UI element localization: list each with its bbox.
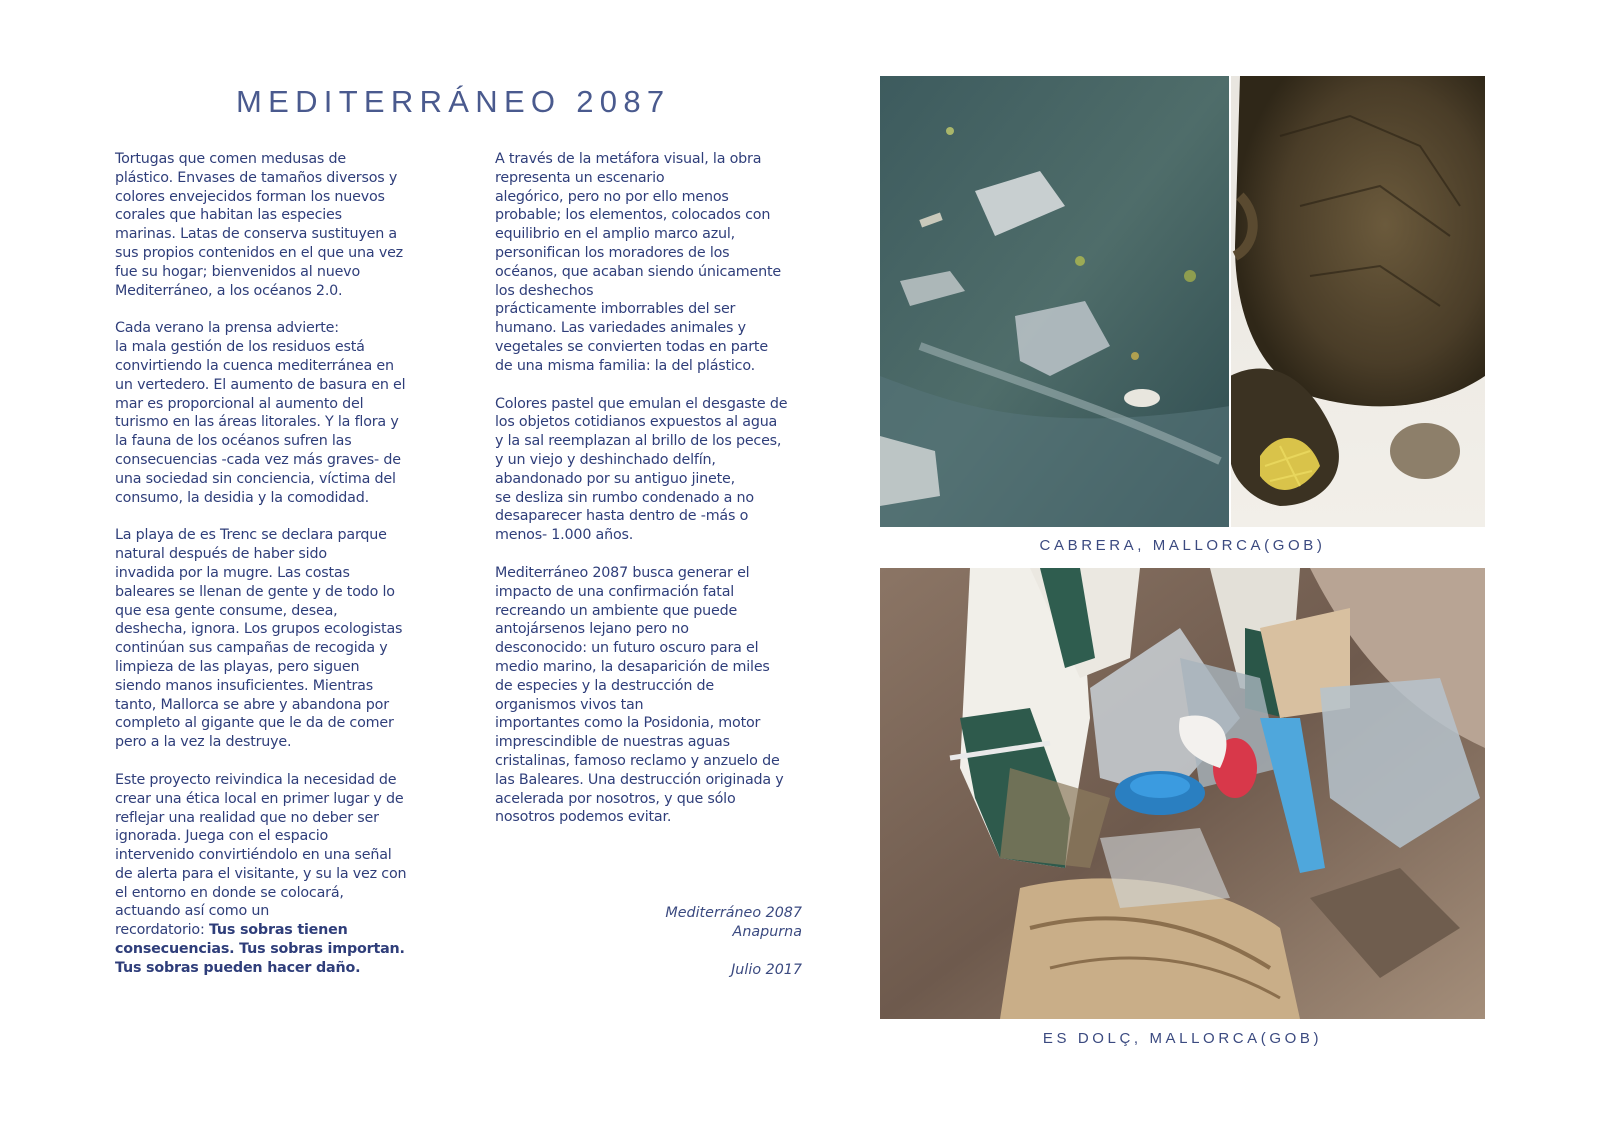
paragraph: La playa de es Trenc se declara parque natural después de haber sido invadida por la mugre. Las costas baleares se llenan de gente y de todo lo que esa gente consume, desea, deshecha, ignora. Los grupos ecologistas continúan sus campañas de recogida y limpieza de las playas, pero siguen siendo manos insuficientes. Mientras tanto, Mallorca se abre y abandona por completo al gigante que le da de comer pero a la vez la destruye. bbox=[115, 527, 403, 751]
photo-caption-cabrera: CABRERA, MALLORCA(GOB) bbox=[1039, 537, 1326, 554]
sea-trash-and-turtle-image bbox=[880, 76, 1485, 527]
gloved-hands-plastic-image bbox=[880, 568, 1485, 1019]
photo-caption-es-dolc: ES DOLÇ, MALLORCA(GOB) bbox=[1042, 1030, 1323, 1047]
text-column-middle bbox=[495, 150, 810, 846]
photo-cabrera bbox=[880, 76, 1485, 527]
signature-work: Mediterráneo 2087 bbox=[665, 905, 802, 921]
paragraph-text: Este proyecto reivindica la necesidad de crear una ética local en primer lugar y de reflejar una realidad que no deber ser ignorada. Juega con el espacio intervenido convirtiéndolo en una señal de alerta para el visitante, y su la vez con el entorno en donde se colocará, actuando así como un recordatorio: bbox=[115, 771, 407, 939]
text-column-left bbox=[115, 150, 425, 997]
photo-es-dolc bbox=[880, 568, 1485, 1019]
paragraph: Cada verano la prensa advierte: la mala gestión de los residuos está convirtiendo la cuenca mediterránea en un vertedero. El aumento de basura en el mar es proporcional al aumento del turismo en las áreas litorales. Y la flora y la fauna de los océanos sufren las consecuencias -cada vez más graves- de una sociedad sin conciencia, víctima del consumo, la desidia y la comodidad. bbox=[115, 320, 406, 506]
signature-author: Anapurna bbox=[732, 924, 802, 940]
signature-date: Julio 2017 bbox=[731, 962, 802, 978]
bold-statement: Tus sobras tienen consecuencias. Tus sobras importan. Tus sobras pueden hacer daño. bbox=[115, 922, 405, 976]
page-title: MEDITERRÁNEO 2087 bbox=[236, 84, 671, 119]
paragraph-closing bbox=[115, 771, 425, 978]
paragraph: Mediterráneo 2087 busca generar el impacto de una confirmación fatal recreando un ambiente que puede antojársenos lejano pero no desconocido: un futuro oscuro para el medio marino, la desaparición de miles de especies y la destrucción de organismos vivos tan importantes como la Posidonia, motor imprescindible de nuestras aguas cristalinas, famoso reclamo y anzuelo de las Baleares. Una destrucción originada y acelerada por nosotros, y que sólo nosotros podemos evitar. bbox=[495, 564, 784, 826]
paragraph: A través de la metáfora visual, la obra representa un escenario alegórico, pero no por ello menos probable; los elementos, colocados con equilibrio en el amplio marco azul, personifican los moradores de los océanos, que acaban siendo únicamente los deshechos prácticamente imborrables del ser humano. Las variedades animales y vegetales se convierten todas en parte de una misma familia: la del plástico. bbox=[495, 151, 781, 374]
paragraph: Colores pastel que emulan el desgaste de los objetos cotidianos expuestos al agua y la sal reemplazan al brillo de los peces, y un viejo y deshinchado delfín, abandonado por su antiguo jinete, se desliza sin rumbo condenado a no desaparecer hasta dentro de -más o menos- 1.000 años. bbox=[495, 395, 788, 544]
signature-block bbox=[502, 904, 802, 980]
paragraph: Tortugas que comen medusas de plástico. Envases de tamaños diversos y colores envejecidos forman los nuevos corales que habitan las especies marinas. Latas de conserva sustituyen a sus propios contenidos en el que una vez fue su hogar; bienvenidos al nuevo Mediterráneo, a los océanos 2.0. bbox=[115, 151, 403, 299]
